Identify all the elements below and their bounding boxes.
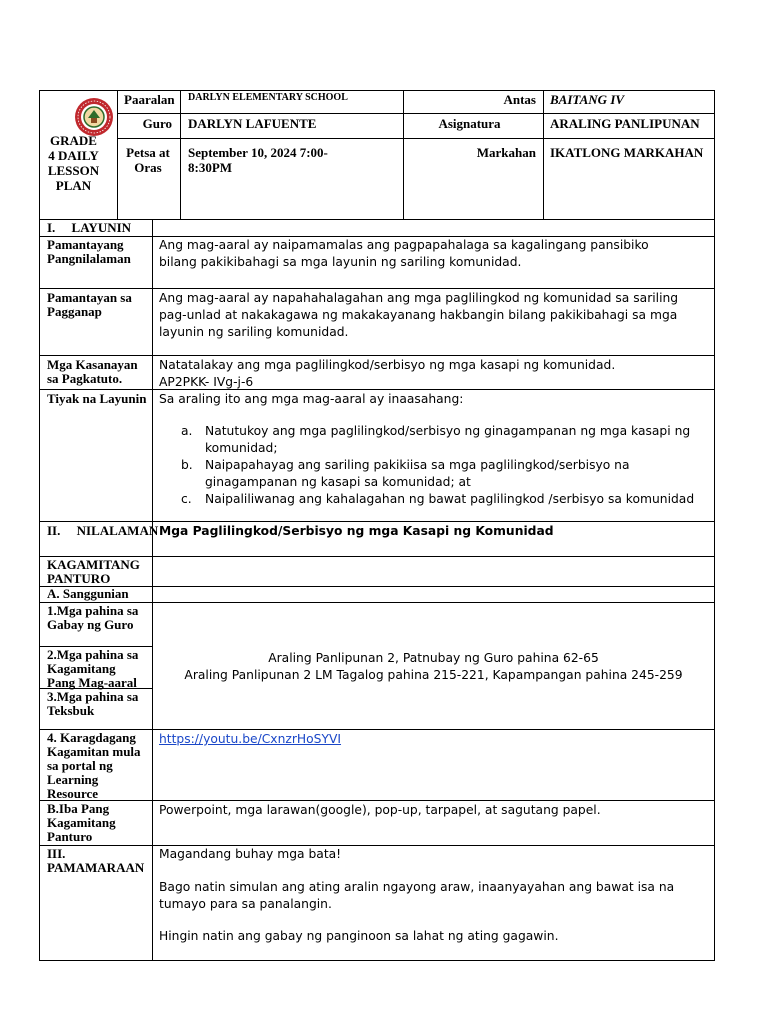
school-seal-icon xyxy=(70,96,118,138)
label-gabay-guro: 1.Mga pahina sa Gabay ng Guro xyxy=(47,603,139,632)
date-label: Petsa at Oras xyxy=(126,145,170,175)
text-nilalaman: Mga Paglilingkod/Serbisyo ng mga Kasapi ng Komunidad xyxy=(159,524,554,538)
subject-value: ARALING PANLIPUNAN xyxy=(550,116,700,131)
date-value: September 10, 2024 7:00-8:30PM xyxy=(188,145,328,175)
school-label: Paaralan xyxy=(124,92,175,107)
quarter-value: IKATLONG MARKAHAN xyxy=(550,145,704,160)
school-value: DARLYN ELEMENTARY SCHOOL xyxy=(188,92,348,103)
text-kasanayan: Natatalakay ang mga paglilingkod/serbisyo ng mga kasapi ng komunidad. AP2PKK- IVg-j-6 xyxy=(159,358,616,389)
text-iba-pang: Powerpoint, mga larawan(google), pop-up, tarpapel, at sagutang papel. xyxy=(159,803,601,817)
level-label: Antas xyxy=(503,92,536,107)
text-tiyak-intro: Sa araling ito ang mga mag-aaral ay inaasahang: xyxy=(159,392,464,406)
label-kasanayan: Mga Kasanayan sa Pagkatuto. xyxy=(47,357,138,386)
label-sanggunian: A. Sanggunian xyxy=(47,586,129,601)
text-pamantayan-pagganap: Ang mag-aaral ay napahahalagahan ang mga paglilingkod ng komunidad sa sariling pag-unlad at nakakagawa ng makakayanang hakbangin bilang pakikibahagi sa mga layunin ng sariling komunidad. xyxy=(159,291,679,339)
list-text: Naipapahayag ang sariling pakikiisa sa mga paglilingkod/serbisyo na ginagampanan ng kasapi sa komunidad; at xyxy=(205,458,630,489)
list-marker: b. xyxy=(181,458,193,472)
section-layunin: I. LAYUNIN xyxy=(47,220,132,235)
list-item xyxy=(181,491,706,508)
subject-label: Asignatura xyxy=(438,116,501,131)
list-item xyxy=(181,457,706,491)
pamamaraan-guidance: Hingin natin ang gabay ng panginoon sa lahat ng ating gagawin. xyxy=(159,929,559,943)
teacher-value: DARLYN LAFUENTE xyxy=(188,116,317,131)
list-item xyxy=(181,423,706,457)
label-iba-pang: B.Iba Pang Kagamitang Panturo xyxy=(47,801,116,844)
tiyak-list xyxy=(181,423,706,508)
section-nilalaman: II. NILALAMAN xyxy=(47,523,159,538)
section-pamamaraan: III. PAMAMARAAN xyxy=(47,846,145,875)
label-karagdagang: 4. Karagdagang Kagamitan mula sa portal ng Learning Resource xyxy=(47,730,141,801)
level-value: BAITANG IV xyxy=(550,92,625,107)
label-kagamitang-mag-aaral: 2.Mga pahina sa Kagamitang Pang Mag-aaral xyxy=(47,647,139,690)
reference-line-2: Araling Panlipunan 2 LM Tagalog pahina 215-221, Kapampangan pahina 245-259 xyxy=(184,668,683,682)
list-text: Naipaliliwanag ang kahalagahan ng bawat paglilingkod /serbisyo sa komunidad xyxy=(205,492,695,506)
label-pamantayang-pangnilalaman: Pamantayang Pangnilalaman xyxy=(47,237,131,266)
grade-block: GRADE 4 DAILY LESSON PLAN xyxy=(47,133,100,193)
label-tiyak: Tiyak na Layunin xyxy=(47,391,147,406)
resource-link[interactable]: https://youtu.be/CxnzrHoSYVI xyxy=(159,732,342,746)
label-teksbuk: 3.Mga pahina sa Teksbuk xyxy=(47,689,139,718)
pamamaraan-prayer: Bago natin simulan ang ating aralin ngayong araw, inaanyayahan ang bawat isa na tumayo para sa panalangin. xyxy=(159,880,675,911)
label-pamantayan-pagganap: Pamantayan sa Pagganap xyxy=(47,290,132,319)
text-pamantayang-pangnilalaman: Ang mag-aaral ay naipamamalas ang pagpapahalaga sa kagalingang pansibiko bilang pakikibahagi sa mga layunin ng sariling komunidad. xyxy=(159,238,649,269)
label-kagamitang-panturo: KAGAMITANG PANTURO xyxy=(47,557,140,586)
pamamaraan-greeting: Magandang buhay mga bata! xyxy=(159,847,342,861)
teacher-label: Guro xyxy=(142,116,172,131)
list-marker: c. xyxy=(181,492,192,506)
list-marker: a. xyxy=(181,424,193,438)
list-text: Natutukoy ang mga paglilingkod/serbisyo ng ginagampanan ng mga kasapi ng komunidad; xyxy=(205,424,691,455)
quarter-label: Markahan xyxy=(476,145,536,160)
reference-line-1: Araling Panlipunan 2, Patnubay ng Guro pahina 62-65 xyxy=(268,651,599,665)
